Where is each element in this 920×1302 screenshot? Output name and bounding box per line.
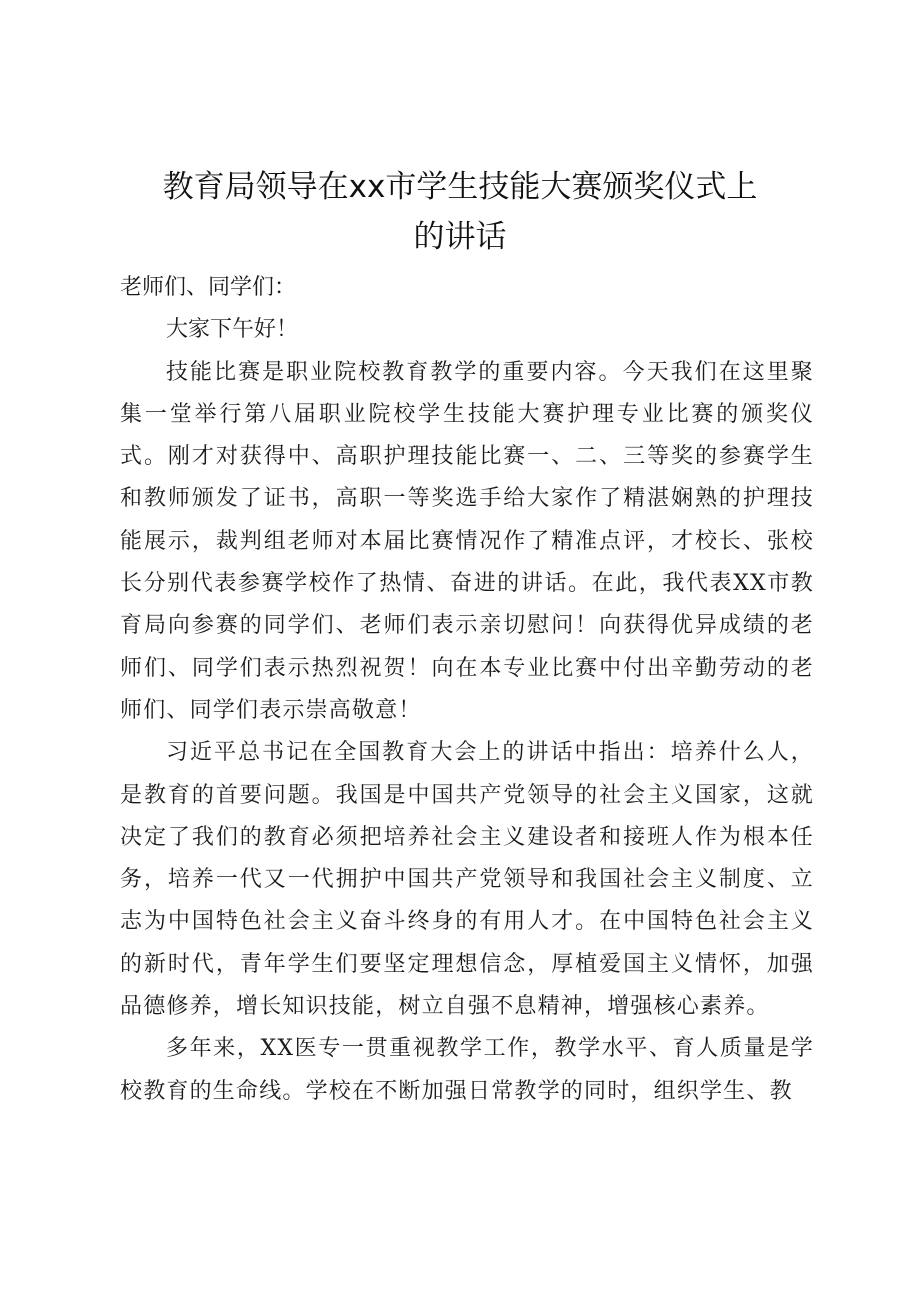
paragraph-3: 多年来，XX医专一贯重视教学工作，教学水平、育人质量是学校教育的生命线。学校在不断加强日常教学的同时，组织学生、教 <box>120 1036 814 1104</box>
title-line-2: 的讲话 <box>413 219 507 255</box>
title-line-1: 教育局领导在xx市学生技能大赛颁奖仪式上 <box>162 169 758 205</box>
paragraph-1: 技能比赛是职业院校教育教学的重要内容。今天我们在这里聚集一堂举行第八届职业院校学生技能大赛护理专业比赛的颁奖仪式。刚才对获得中、高职护理技能比赛一、二、三等奖的参赛学生和教师颁发了证书，高职一等奖选手给大家作了精湛娴熟的护理技能展示，裁判组老师对本届比赛情况作了精准点评，才校长、张校长分别代表参赛学校作了热情、奋进的讲话。在此，我代表XX市教育局向参赛的同学们、老师们表示亲切慰问！向获得优异成绩的老师们、同学们表示热烈祝贺！向在本专业比赛中付出辛勤劳动的老师们、同学们表示崇高敬意！ <box>120 359 814 723</box>
greeting: 大家下午好！ <box>166 317 299 343</box>
document-body <box>120 267 814 1113</box>
document-title <box>110 162 810 262</box>
paragraph-2: 习近平总书记在全国教育大会上的讲话中指出：培养什么人，是教育的首要问题。我国是中国共产党领导的社会主义国家，这就决定了我们的教育必须把培养社会主义建设者和接班人作为根本任务，培养一代又一代拥护中国共产党领导和我国社会主义制度、立志为中国特色社会主义奋斗终身的有用人才。在中国特色社会主义的新时代，青年学生们要坚定理想信念，厚植爱国主义情怀，加强品德修养，增长知识技能，树立自强不息精神，增强核心素养。 <box>120 740 814 1020</box>
salutation: 老师们、同学们： <box>120 275 297 300</box>
